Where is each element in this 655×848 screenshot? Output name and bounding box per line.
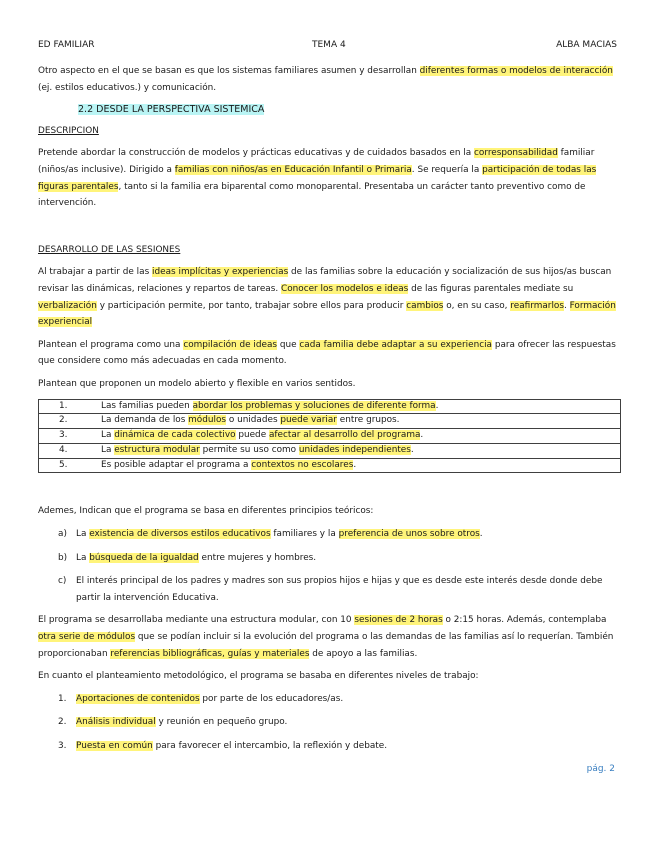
intro-paragraph (38, 63, 618, 96)
highlighted-text: estructura modular (114, 444, 200, 455)
highlighted-text: existencia de diversos estilos educativos (89, 529, 271, 540)
list-marker: 1. (58, 693, 67, 704)
text-run: La (76, 529, 90, 540)
highlighted-text: búsqueda de la igualdad (89, 552, 199, 563)
list-item (38, 691, 618, 708)
text-run: La (101, 430, 115, 441)
text-run: Otro aspecto en el que se basan es que los sistemas familiares asumen y desarrollan (38, 66, 420, 76)
text-run: . (353, 459, 357, 470)
list-item (38, 573, 618, 606)
row-text (97, 443, 621, 458)
highlighted-text: referencias bibliográficas, guías y materiales (110, 648, 310, 659)
list-marker: a) (58, 529, 67, 540)
text-run: entre mujeres y hombres. (198, 552, 317, 563)
text-run: La demanda de los (101, 415, 189, 426)
highlighted-text: familias con niños/as en Educación Infantil o Primaria (174, 164, 412, 175)
text-run: . (563, 300, 570, 311)
list-item-text (76, 553, 316, 563)
metodologico-intro (38, 668, 618, 685)
row-text (97, 458, 621, 473)
highlighted-text: unidades independientes (298, 444, 411, 455)
text-run: . Se requería la (411, 164, 483, 175)
highlighted-text: módulos (188, 415, 227, 426)
modular-paragraph (38, 612, 618, 662)
text-run: de las familias sobre la educación y socialización de sus hijos/as buscan revisar las dinámicas, relaciones y repartos de tareas. (38, 267, 612, 294)
list-item (38, 714, 618, 731)
highlighted-text: otra serie de módulos (38, 632, 136, 643)
header-author: ALBA MACIAS (556, 40, 617, 50)
text-run: . (420, 430, 424, 441)
text-run: de apoyo a las familias. (309, 648, 418, 659)
desarrollo-paragraph-2 (38, 337, 618, 370)
text-run: . (410, 444, 414, 455)
desarrollo-paragraph-1 (38, 264, 618, 330)
highlighted-text: Análisis individual (76, 717, 156, 728)
row-number: 4. (39, 443, 98, 458)
row-text (97, 414, 621, 429)
text-run: La (76, 552, 90, 563)
row-number: 1. (39, 399, 98, 414)
row-number: 5. (39, 458, 98, 473)
text-run: para ofrecer las respuestas que considere como más adecuadas en cada momento. (38, 339, 616, 367)
highlighted-text: Puesta en común (76, 741, 153, 752)
highlighted-text: puede variar (280, 415, 337, 426)
text-run: y reunión en pequeño grupo. (155, 717, 288, 728)
text-run: . (435, 400, 439, 411)
text-run: para favorecer el intercambio, la reflexión y debate. (152, 741, 388, 752)
highlighted-text: dinámica de cada colectivo (114, 430, 236, 441)
text-run: En cuanto el planteamiento metodológico, el programa se basaba en diferentes niveles de trabajo: (38, 671, 479, 682)
text-run: puede (235, 430, 269, 441)
list-item-text (76, 717, 287, 727)
list-item-text (76, 576, 602, 603)
list-marker: 2. (58, 717, 67, 728)
niveles-list (38, 691, 618, 755)
text-run: La (101, 444, 115, 455)
highlighted-text: participación de todas las figuras parentales (38, 164, 597, 192)
text-run: o unidades (226, 415, 281, 426)
list-item-text (76, 529, 483, 539)
text-run: familiares y la (270, 529, 339, 540)
list-item-text (76, 694, 343, 704)
text-run: Al trabajar a partir de las (38, 267, 153, 278)
list-item (38, 738, 618, 755)
text-run: , tanto si la familia era biparental como monoparental. Presentaba un carácter tanto preventivo como de intervención. (38, 181, 586, 209)
highlighted-text: corresponsabilidad (474, 148, 558, 159)
principios-list (38, 526, 618, 606)
desarrollo-title: DESARROLLO DE LAS SESIONES (38, 244, 181, 255)
text-run: que (277, 339, 300, 350)
text-run: Es posible adaptar el programa a (101, 459, 252, 470)
highlighted-text: Formación experiencial (38, 300, 616, 328)
text-run: Las familias pueden (101, 400, 193, 411)
table-row (39, 399, 621, 414)
list-item (38, 526, 618, 543)
highlighted-text: cada familia debe adaptar a su experiencia (299, 339, 492, 350)
highlighted-text: preferencia de unos sobre otros (338, 529, 480, 540)
text-run: Ademes, Indican que el programa se basa en diferentes principios teóricos: (38, 506, 374, 517)
highlighted-text: abordar los problemas y soluciones de diferente forma (192, 400, 436, 411)
text-run: Pretende abordar la construcción de modelos y prácticas educativas y de cuidados basados en la (38, 148, 475, 159)
descripcion-title: DESCRIPCION (38, 125, 99, 136)
text-run: o, en su caso, (443, 300, 511, 311)
table-row (39, 414, 621, 429)
text-run: El interés principal de los padres y madres son sus propios hijos e hijas y que es desde este interés desde donde debe partir la intervención Educativa. (76, 576, 603, 603)
row-number: 3. (39, 429, 98, 444)
text-run: El programa se desarrollaba mediante una estructura modular, con 10 (38, 615, 355, 626)
section-title-text: 2.2 DESDE LA PERSPECTIVA SISTEMICA (78, 104, 265, 116)
highlighted-text: cambios (406, 300, 444, 311)
highlighted-text: verbalización (38, 300, 97, 311)
text-run: (ej. estilos educativos.) y comunicación. (38, 82, 217, 93)
flexibility-table (38, 399, 621, 474)
header-topic: TEMA 4 (312, 40, 346, 50)
list-marker: b) (58, 552, 68, 563)
text-run: que se podían incluir si la evolución del programa o las demandas de las familias así lo requerían. También proporcionaban (38, 632, 614, 659)
highlighted-text: ideas implícitas y experiencias (152, 267, 289, 278)
text-run: familiar (niños/as inclusive). Dirigido a (38, 148, 595, 175)
text-run: Plantean el programa como una (38, 339, 184, 350)
list-marker: c) (58, 576, 67, 587)
highlighted-text: compilación de ideas (183, 339, 278, 350)
highlighted-text: Conocer los modelos e ideas (281, 283, 409, 294)
text-run: entre grupos. (336, 415, 400, 426)
text-run: . (479, 529, 483, 540)
text-run: Plantean que proponen un modelo abierto y flexible en varios sentidos. (38, 378, 356, 389)
document-body (38, 63, 618, 755)
desarrollo-paragraph-3 (38, 376, 618, 393)
header-subject: ED FAMILIAR (38, 40, 95, 50)
highlighted-text: diferentes formas o modelos de interacción (419, 66, 613, 76)
text-run: y participación permite, por tanto, trabajar sobre ellos para producir (96, 300, 407, 311)
list-marker: 3. (58, 741, 67, 752)
text-run: por parte de los educadores/as. (199, 693, 344, 704)
highlighted-text: sesiones de 2 horas (354, 615, 443, 626)
table-row (39, 443, 621, 458)
list-item (38, 550, 618, 567)
text-run: permite su uso como (199, 444, 299, 455)
highlighted-text: Aportaciones de contenidos (76, 693, 200, 704)
text-run: de las figuras parentales mediate su (408, 283, 574, 294)
page-header (38, 40, 617, 54)
row-number: 2. (39, 414, 98, 429)
list-item-text (76, 741, 387, 751)
highlighted-text: contextos no escolares (251, 459, 354, 470)
table-row (39, 458, 621, 473)
row-text (97, 399, 621, 414)
page-number: pág. 2 (586, 764, 615, 774)
principios-intro (38, 503, 618, 520)
section-title (78, 102, 618, 119)
row-text (97, 429, 621, 444)
highlighted-text: afectar al desarrollo del programa (268, 430, 421, 441)
text-run: o 2:15 horas. Además, contemplaba (442, 615, 607, 626)
table-row (39, 429, 621, 444)
highlighted-text: reafirmarlos (510, 300, 564, 311)
descripcion-paragraph (38, 145, 618, 211)
